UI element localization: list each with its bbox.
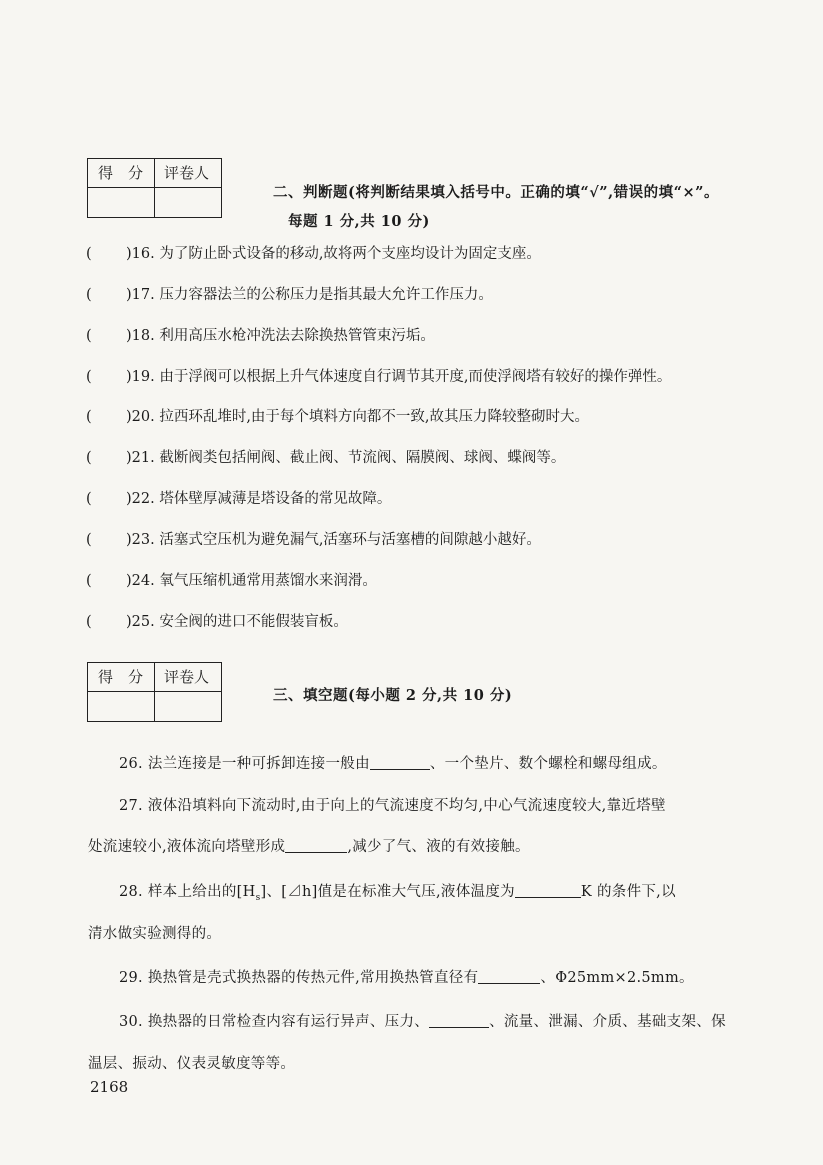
- fill-question-27-line1: 27. 液体沿填料向下流动时,由于向上的气流速度不均匀,中心气流速度较大,靠近塔壁: [119, 798, 666, 814]
- fill-question-28-line1: 28. 样本上给出的$[H_s]$、[⊿h]值是在标准大气压,液体温度为 K 的条件下,以: [119, 884, 676, 903]
- fill-question-26: 26. 法兰连接是一种可拆卸连接一般由 、一个垫片、数个螺栓和螺母组成。: [119, 756, 667, 772]
- answer-blank[interactable]: [478, 969, 540, 985]
- section3-title: 三、填空题(每小题 2 分,共 10 分): [273, 687, 513, 704]
- judgment-question: ( )18. 利用高压水枪冲洗法去除换热管管束污垢。: [86, 328, 435, 344]
- judgment-question: ( )22. 塔体壁厚减薄是塔设备的常见故障。: [86, 491, 392, 507]
- score-label: 得 分: [98, 668, 144, 686]
- score-table-divider: [88, 187, 221, 188]
- section2-subtitle: 每题 1 分,共 10 分): [288, 213, 430, 230]
- fill-question-29: 29. 换热管是壳式换热器的传热元件,常用换热管直径有 、Φ25mm×2.5mm。: [119, 970, 694, 986]
- judgment-question: ( )23. 活塞式空压机为避免漏气,活塞环与活塞槽的间隙越小越好。: [86, 532, 541, 548]
- score-table-divider: [154, 663, 155, 721]
- answer-blank[interactable]: [370, 755, 430, 771]
- judgment-question: ( )20. 拉西环乱堆时,由于每个填料方向都不一致,故其压力降较整砌时大。: [86, 409, 590, 425]
- page-number: 2168: [90, 1078, 129, 1096]
- judgment-question: ( )17. 压力容器法兰的公称压力是指其最大允许工作压力。: [86, 287, 493, 303]
- answer-blank[interactable]: [285, 838, 347, 854]
- judgment-question: ( )24. 氧气压缩机通常用蒸馏水来润滑。: [86, 573, 377, 589]
- answer-blank[interactable]: [429, 1013, 489, 1029]
- answer-blank[interactable]: [515, 883, 581, 899]
- judgment-question: ( )21. 截断阀类包括闸阀、截止阀、节流阀、隔膜阀、球阀、蝶阀等。: [86, 450, 566, 466]
- fill-question-28-line2: 清水做实验测得的。: [88, 926, 222, 942]
- fill-question-30-line2: 温层、振动、仪表灵敏度等等。: [88, 1056, 296, 1072]
- score-table-divider: [88, 691, 221, 692]
- fill-question-30-line1: 30. 换热器的日常检查内容有运行异声、压力、 、流量、泄漏、介质、基础支架、保: [119, 1014, 726, 1030]
- score-table-section2: [87, 158, 222, 218]
- score-table-divider: [154, 159, 155, 217]
- judgment-question: ( )25. 安全阀的进口不能假装盲板。: [86, 614, 348, 630]
- grader-label: 评卷人: [164, 164, 210, 182]
- grader-label: 评卷人: [164, 668, 210, 686]
- score-table-section3: [87, 662, 222, 722]
- score-label: 得 分: [98, 164, 144, 182]
- judgment-question: ( )19. 由于浮阀可以根据上升气体速度自行调节其开度,而使浮阀塔有较好的操作弹性。: [86, 369, 672, 385]
- judgment-question: ( )16. 为了防止卧式设备的移动,故将两个支座均设计为固定支座。: [86, 246, 541, 262]
- section2-title: 二、判断题(将判断结果填入括号中。正确的填“√”,错误的填“×”。: [273, 184, 719, 201]
- fill-question-27-line2: 处流速较小,液体流向塔壁形成 ,减少了气、液的有效接触。: [88, 839, 530, 855]
